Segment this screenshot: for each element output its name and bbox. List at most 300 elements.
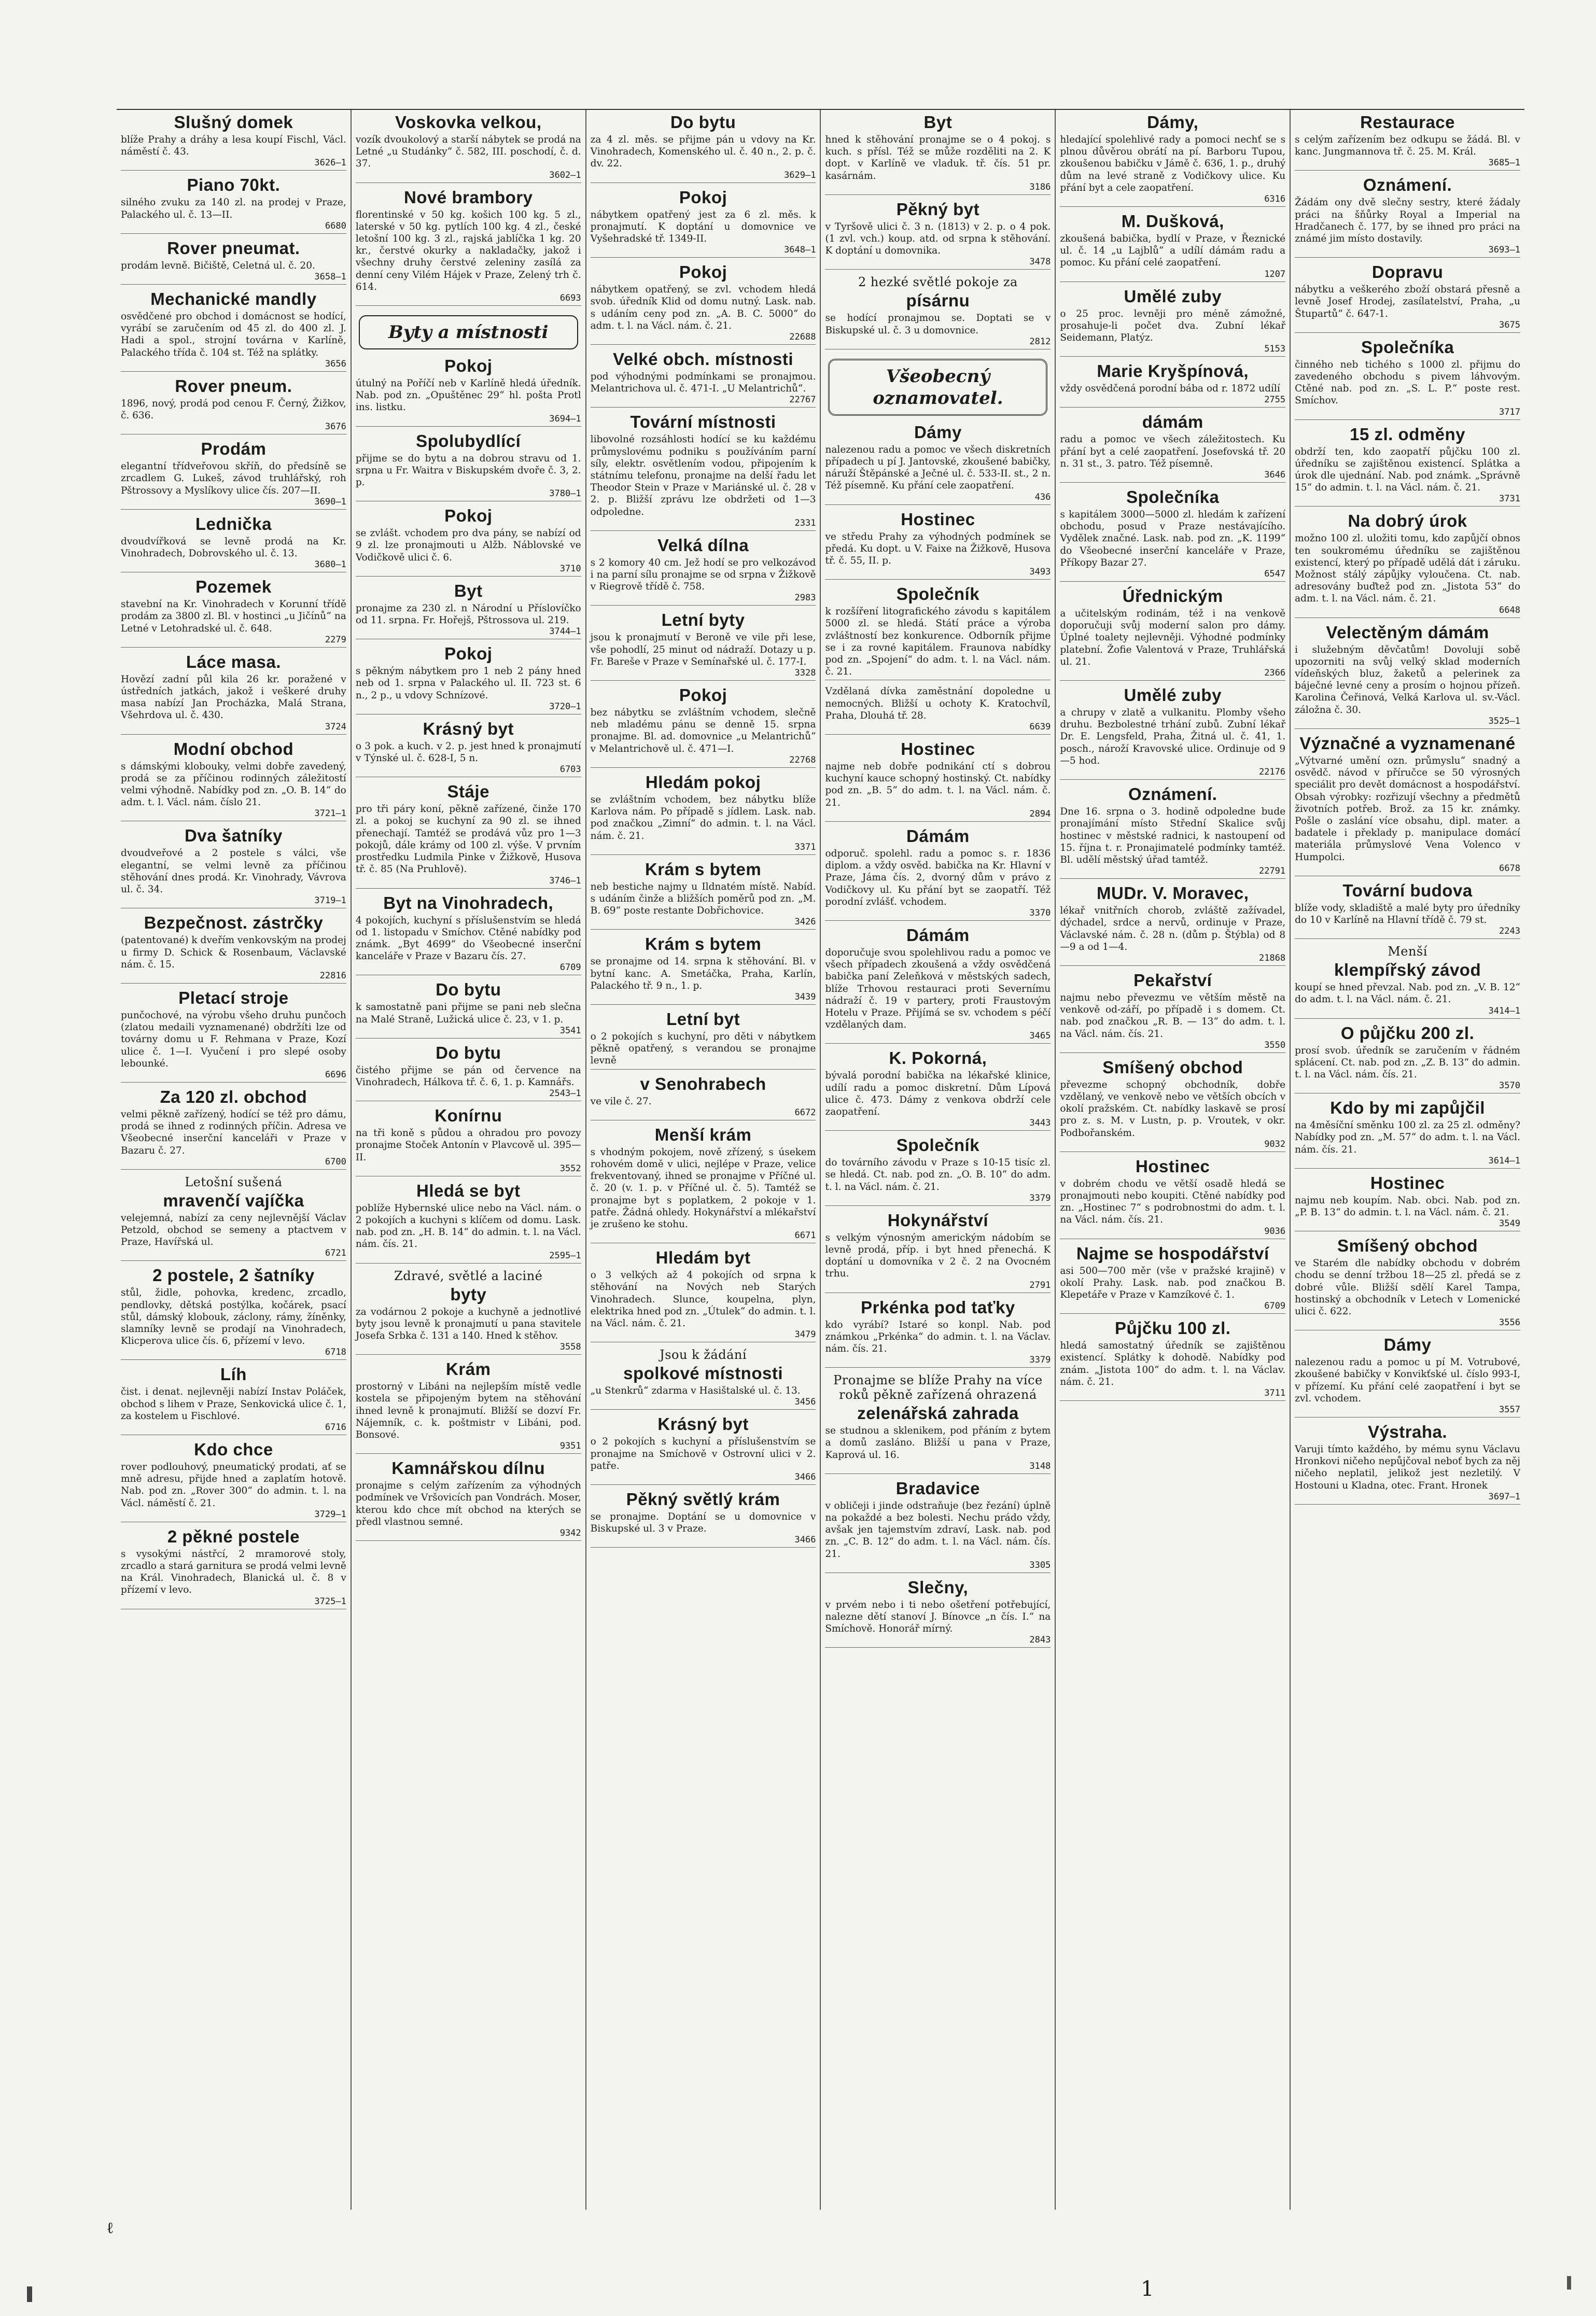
- ad-text: dvoudveřové a 2 postele s válci, vše elegantní, se velmi levně za příčinou stěhování dnes prodá. Kr. Vinohrady, Vávrova ul. č. 34.: [121, 848, 346, 895]
- classified-ad: [1060, 1319, 1285, 1401]
- ad-text: o 2 pokojích s kuchyní, pro děti v nábytkem pěkně opatřený, s verandou se pronajme levně: [590, 1031, 816, 1066]
- ad-text: nábytkem opatřený, se zvl. vchodem hledá svob. úředník Klid od domu nutný. Lask. nab. s udáním ceny pod zn. „A. B. C. 5000“ do adm. t. l. na Václ. nám. č. 21.: [590, 284, 816, 331]
- ad-text: pronajme za 230 zl. n Národní u Příslovíčko od 11. srpna. Fr. Hořejš, Pštrossova ul. 219.: [355, 602, 581, 626]
- ad-text: blíže vody, skladiště a malé byty pro úředníky do 10 v Karlíně na Hlavní třídě č. 79 st.: [1295, 902, 1520, 925]
- classified-ad: [1295, 425, 1520, 507]
- ad-reference-number: 2755: [1264, 395, 1286, 405]
- column-6: [1291, 110, 1524, 2210]
- classified-ad: [1295, 512, 1520, 617]
- ad-text: ve středu Prahy za výhodných podmínek se předá. Ku dopt. u V. Faixe na Žižkově, Husova tř. č. 55, II. p.: [825, 531, 1051, 567]
- ad-text: s 2 komory 40 cm. Jež hodí se pro velkozávod i na parní sílu pronajme se od srpna v Žižkově v Riegrově třídě č. 758.: [590, 557, 816, 593]
- ad-text: „Výtvarné umění ozn. průmyslu“ snadný a osvědč. návod v příručce se 50 výrosných speciálit pro devět domácnost a hospodářství. Obsah výrobky: rozřizují všechny a předmětů životních potřeb. Brož. za 15 kr. známky. Pošle o zaslání více obsahu, dipl. mater. a badatele i překlady p. manipulace domácí materiála průmyslové Vena Volenco v Humpolci.: [1295, 755, 1520, 863]
- ad-heading: K. Pokorná,: [889, 1048, 987, 1068]
- ad-heading: Krám s bytem: [645, 934, 762, 954]
- classified-ad: [1060, 287, 1285, 357]
- ad-heading: Marie Kryšpínová,: [1097, 361, 1249, 381]
- classified-ad: [591, 188, 816, 258]
- ad-text: v dobrém chodu ve větší osadě hledá se pronajmouti nebo koupiti. Ctěné nabídky pod zn. „Hostinec 7“ s podrobnostmi do adm. t. l. na Václ. nám. čís. 21.: [1060, 1178, 1286, 1226]
- ad-text: (patentované) k dveřím venkovským na prodej u firmy D. Schick & Rosenbaum, Václavské nám. č. 15.: [121, 935, 346, 970]
- ad-reference-number: 22768: [789, 754, 816, 765]
- ad-text: do továrního závodu v Praze s 10-15 tisíc zl. se hledá. Ct. nab. pod zn. „O. B. 10“ do adm. t. l. na Václ. nám. č. 21.: [825, 1157, 1051, 1192]
- ad-heading: Hledám byt: [655, 1248, 751, 1268]
- ad-reference-number: 3552: [559, 1163, 581, 1174]
- ad-heading: Úřednickým: [1122, 586, 1223, 606]
- ad-heading: Velectěným dámám: [1326, 622, 1489, 642]
- ad-text: s kapitálem 3000—5000 zl. hledám k zařízení obchodu, posud v Praze nestávajícího. Vydělek značné. Lask. nab. pod zn. „K. 1199“ do Všeobecné inserční kanceláře v Praze, Příkopy Bazar 27.: [1060, 509, 1286, 568]
- ad-heading: Dámy: [1383, 1335, 1432, 1355]
- ad-text: vozík dvoukolový a starší nábytek se prodá na Letné „u Studánky“ č. 582, III. poschodí, č. d. 37.: [355, 134, 581, 170]
- section-banner: Byty a místnosti: [359, 315, 578, 349]
- ad-text: hledá samostatný úředník se zajištěnou existencí. Splátky k dohodě. Nabídky pod znám. „Jistota 100“ do adm. t. l. na Václav. nám. č. 21.: [1060, 1340, 1286, 1387]
- ad-reference-number: 3693—1: [1488, 245, 1520, 256]
- ad-text: v obličeji i jinde odstraňuje (bez řezání) úplně na pokaždé a bez bolesti. Nechu prádo vždy, avšak jen tajemstvím zdraví, Lask. nab. pod zn. „C. B. 12“ do adm. t. l. na Václ. nám. čís. 21.: [825, 1500, 1051, 1560]
- column-3: [586, 110, 821, 2210]
- classified-ad: [591, 611, 816, 681]
- ad-text: se pronajme od 14. srpna k stěhování. Bl. v bytní kanc. A. Smetáčka, Praha, Karlín, Palackého tř. 9 n., 1. p.: [590, 956, 816, 991]
- ad-preheading: Pronajme se blíže Prahy na více roků pěkně zařízená ohrazená: [833, 1373, 1043, 1402]
- ad-reference-number: 3557: [1499, 1404, 1520, 1415]
- ad-reference-number: 6648: [1499, 605, 1520, 615]
- ad-reference-number: 3720—1: [549, 701, 581, 712]
- ad-heading: Oznámení.: [1363, 175, 1452, 195]
- ad-text: najme neb dobře podnikání ctí s dobrou kuchyní kauce schopný hostinský. Ct. nabídky pod zn. „B. 5“ do adm. t. l. na Václ. nám. č. 21.: [825, 761, 1051, 808]
- ad-heading: Kdo by mi zapůjčil: [1330, 1098, 1485, 1118]
- ad-heading: Dopravu: [1371, 262, 1444, 282]
- classified-ad: [121, 515, 346, 572]
- section-banner: Všeobecný oznamovatel.: [828, 359, 1047, 416]
- ad-text: asi 500—700 měr (vše v pražské krajině) v okolí Prahy. Lask. nab. pod značkou B. Klepetáře v Praze v Kamzíkové č. 1.: [1060, 1265, 1286, 1300]
- classified-ad: [591, 1248, 816, 1342]
- classified-ad: [1295, 338, 1520, 420]
- newspaper-page: [117, 109, 1524, 2210]
- ad-reference-number: 6700: [325, 1156, 346, 1167]
- ad-text: hledající spolehlivé rady a pomoci nechť se s plnou důvěrou obrátí na pí. Barboru Tupou, zkoušenou babičku v Jámě č. 636, 1. p., druhý dům na levé straně z Vodičkovy ulice. Ku přání byt a cele zaopatření.: [1060, 134, 1286, 193]
- ad-heading: Pokoj: [679, 187, 727, 207]
- ad-text: nábytku a veškerého zboží obstará přesně a levně Josef Hrodej, zasílatelství, Praha, „u Štupartů“ č. 647-1.: [1295, 284, 1520, 319]
- ad-text: bez nábytku se zvláštním vchodem, slečně neb mladému pánu se denně 15. srpna pronajme. Bl. ad. domovnice „u Melantrichů“ v Melantrichově ul. č. 471—I.: [590, 707, 816, 754]
- ad-heading: Byt na Vinohradech,: [383, 893, 554, 913]
- ad-reference-number: 3186: [1029, 181, 1051, 192]
- classified-ad: [121, 113, 346, 171]
- ad-text: ve vile č. 27.: [590, 1096, 652, 1107]
- edge-mark: [1567, 2276, 1571, 2290]
- ad-heading: Voskovka velkou,: [395, 113, 542, 132]
- classified-ad: [825, 827, 1051, 921]
- ad-reference-number: 3729—1: [314, 1509, 346, 1520]
- ad-text: a učitelským rodinám, též i na venkově doporučuji svůj moderní salon pro dámy. Úplné toalety nejlevněji. Výhodné podmínky platební. Žofie Valentová v Praze, Truhlářská ul. 21.: [1060, 608, 1286, 667]
- ad-text: s celým zařízením bez odkupu se žádá. Bl. v kanc. Jungmannova tř. č. 25. M. Král.: [1295, 134, 1520, 158]
- ad-text: florentinské v 50 kg. košich 100 kg. 5 zl., laterské v 50 kg. pytlích 100 kg. 4 zl., české letošní 100 kg. 3 zl., rajská jablíčka 1 kg. 20 kr., čerstvé okurky a nakladačky, jakož i všechny druhy čerstvé zeleniny zasílá za denní ceny Vilém Hájek v Praze, Zelený trh č. 614.: [355, 209, 581, 292]
- classified-ad: [121, 1266, 346, 1360]
- ad-reference-number: 3614—1: [1488, 1155, 1520, 1166]
- ad-preheading: Letošní sušená: [185, 1174, 283, 1189]
- ad-text: libovolné rozsáhlosti hodící se ku každému průmyslovému podniku s používáním parní síly, elektr. osvětlením vodou, připojením k státnímu telefonu, pronajme na delší řadu let Theodor Stein v Praze v Mariánské ul. č. 28 v 2. p. Bližší zprávu lze obdržeti od 1—3 odpoledne.: [590, 434, 816, 517]
- ad-heading: Pěkný byt: [896, 199, 980, 219]
- ad-heading: Umělé zuby: [1124, 685, 1222, 705]
- ad-heading: Hostinec: [1370, 1173, 1445, 1192]
- ad-text: s vysokými nástřcí, 2 mramorové stoly, zrcadlo a stará garnitura se prodá velmi levně na Král. Vinohradech, Blanická ul. č. 8 v přízemí v levo.: [121, 1548, 346, 1596]
- ad-reference-number: 6672: [794, 1107, 816, 1118]
- ad-text: na 4měsíční směnku 100 zl. za 25 zl. odměny? Nabídky pod zn. „M. 57“ do adm. t. l. na Václ. nám. čís. 21.: [1295, 1120, 1520, 1155]
- ad-heading: Velká dílna: [657, 535, 749, 555]
- ad-reference-number: 3525—1: [1488, 715, 1520, 726]
- ad-reference-number: 22767: [789, 395, 816, 405]
- classified-ad: [356, 782, 581, 888]
- classified-ad: [825, 1373, 1051, 1474]
- ad-reference-number: 3443: [1029, 1118, 1051, 1129]
- ad-text: 4 pokojích, kuchyní s příslušenstvím se hledá od 1. listopadu v Smíchov. Ctěné nabídky pod známk. „Byt 4699“ do Všeobecné inserční kanceláře v Praze v Bazaru čís. 27.: [355, 915, 581, 962]
- classified-ad: [825, 1049, 1051, 1131]
- ad-heading: Půjčku 100 zl.: [1115, 1318, 1231, 1338]
- classified-ad: [1060, 587, 1285, 681]
- ad-heading: Do bytu: [436, 1043, 501, 1062]
- classified-ad: [591, 1126, 816, 1243]
- classified-ad: [591, 1010, 816, 1070]
- ad-reference-number: 3550: [1264, 1040, 1286, 1050]
- ad-text: Hovězí zadní půl kila 26 kr. poražené v ústředních jatkách, jakož i veškeré druhy masa nabízí Jan Procházka, Malá Strana, Všehrdova ul. č. 430.: [121, 673, 346, 721]
- classified-ad: [121, 653, 346, 735]
- ad-text: obdrží ten, kdo zaopatří půjčku 100 zl. úředníku se zajištěnou existencí. Splátka a úrok dle ujednání. Nab. pod známk. „Správně 15“ do admin. t. l. na Václ. nám. č. 21.: [1295, 446, 1520, 494]
- ad-text: odporuč. spolehl. radu a pomoc s. r. 1836 diplom. a vždy osvěd. babička na Kr. Hlavní v Praze, Jáma čís. 2, dvorný dům v právo z Vodičkovy ul. Ku přání byt se zaopatří. Též porodní zvlášť. vchodem.: [825, 848, 1051, 907]
- ad-text: stůl, židle, pohovka, kredenc, zrcadlo, pendlovky, dětská postýlka, kočárek, psací stůl, dámský klobouk, záclony, rámy, žíněnky, slamníky levně se prodají na Vinohradech, Klicperova ulice čís. 6, přízemí v levo.: [121, 1287, 346, 1347]
- ad-text: o 2 pokojích s kuchyní a příslušenstvím se pronajme na Smíchově v Ostrovní ulici v 2. patře.: [590, 1436, 816, 1471]
- ad-text: pod výhodnými podmínkami se pronajmou. Melantrichova ul. č. 471-I. „U Melantrichů“.: [590, 371, 816, 395]
- classified-ad: [356, 894, 581, 976]
- classified-ad: [825, 1298, 1051, 1368]
- ad-heading: Mechanické mandly: [150, 289, 317, 309]
- ad-reference-number: 3724: [325, 721, 346, 732]
- classified-ad: [591, 860, 816, 930]
- ad-reference-number: 6316: [1264, 194, 1286, 205]
- margin-mark: ℓ: [106, 2219, 114, 2237]
- ad-reference-number: 6709: [559, 962, 581, 973]
- classified-ad: [1295, 734, 1520, 876]
- ad-reference-number: 6693: [559, 293, 581, 304]
- ad-reference-number: 22176: [1258, 767, 1286, 778]
- ad-heading: zelenářská zahrada: [857, 1403, 1019, 1423]
- ad-heading: Stáje: [447, 782, 489, 802]
- ad-heading: mravenčí vajíčka: [163, 1190, 304, 1210]
- ad-heading: Hledá se byt: [416, 1181, 521, 1200]
- ad-reference-number: 3725—1: [314, 1596, 346, 1607]
- classified-ad: [1295, 176, 1520, 258]
- ad-heading: Krám: [446, 1359, 491, 1379]
- ad-heading: Oznámení.: [1128, 784, 1217, 804]
- ad-heading: Krásný byt: [423, 719, 514, 738]
- classified-ad: [1295, 881, 1520, 939]
- classified-ad: [825, 1136, 1051, 1206]
- classified-ad: [356, 582, 581, 639]
- classified-ad: [1060, 1157, 1285, 1239]
- classified-ad: [591, 263, 816, 345]
- classified-ad: [1060, 971, 1285, 1053]
- ad-reference-number: 3711: [1264, 1387, 1286, 1398]
- ad-reference-number: 3371: [794, 841, 816, 852]
- ad-text: se pronajme. Doptání se u domovnice v Biskupské ul. 3 v Praze.: [590, 1511, 816, 1535]
- classified-ad: [591, 536, 816, 606]
- ad-reference-number: 3570: [1499, 1080, 1520, 1091]
- ad-heading: Bradavice: [895, 1478, 981, 1498]
- classified-ad: [591, 413, 816, 530]
- ad-preheading: Menší: [1388, 944, 1427, 959]
- ad-text: blíže Prahy a dráhy a lesa koupí Fischl, Václ. náměstí č. 43.: [121, 134, 346, 158]
- ad-reference-number: 5153: [1264, 344, 1286, 355]
- ad-text: ve Starém dle nabídky obchodu v dobrém chodu se denní tržbou 18—25 zl. předá se z dobré vůle. Bližší sdělí Karel Tampa, hostinský a obchodník v Letech v Lomenické ulici č. 622.: [1295, 1258, 1520, 1317]
- ad-reference-number: 3697—1: [1488, 1491, 1520, 1502]
- ad-reference-number: 3456: [794, 1397, 816, 1408]
- classified-ad: [1060, 884, 1285, 966]
- ad-heading: Hostinec: [1136, 1156, 1210, 1176]
- classified-ad: [591, 1348, 816, 1410]
- ad-heading: Slušný domek: [174, 113, 293, 132]
- classified-ad: [121, 989, 346, 1083]
- ad-heading: 2 pěkné postele: [167, 1526, 300, 1546]
- classified-ad: [591, 1075, 816, 1120]
- ad-heading: 2 postele, 2 šatníky: [152, 1266, 315, 1285]
- classified-ad: [121, 239, 346, 285]
- ad-heading: Společníka: [1361, 337, 1454, 357]
- ad-heading: Láce masa.: [186, 652, 281, 671]
- ad-text: Dne 16. srpna o 3. hodině odpoledne bude pronajímání místo Střední Skalice svůj hostinec v městské radnici, k nastoupení od 15. října t. r. Pronajimatelé podmínky tamtéž. Bl. udělí městský úřad tamtéž.: [1060, 806, 1286, 865]
- ad-heading: Rover pneum.: [175, 376, 292, 396]
- ad-text: vždy osvědčená porodní bába od r. 1872 udílí: [1060, 383, 1280, 395]
- classified-ad: [121, 440, 346, 510]
- column-5: [1056, 110, 1291, 2210]
- ad-preheading: Zdravé, světlé a laciné: [394, 1268, 543, 1283]
- ad-reference-number: 2894: [1029, 808, 1051, 819]
- classified-ad: [356, 432, 581, 502]
- classified-ad: [356, 980, 581, 1038]
- ad-reference-number: 2543—1: [549, 1088, 581, 1099]
- ad-reference-number: 3656: [325, 358, 346, 369]
- ad-heading: Bezpečnost. zástrčky: [144, 913, 324, 933]
- ad-reference-number: 1207: [1264, 269, 1286, 279]
- ad-heading: Nové brambory: [403, 187, 533, 207]
- ad-heading: Lednička: [195, 514, 272, 534]
- ad-heading: Velké obch. místnosti: [613, 349, 794, 369]
- ad-reference-number: 3648—1: [784, 245, 816, 256]
- ad-text: zkoušená babička, bydlí v Praze, v Řeznické ul. č. 14 „u Lajblů“ a udílí dámám radu a pomoc. Ku přání celé zaopatření.: [1060, 233, 1286, 269]
- classified-ad: [1295, 944, 1520, 1018]
- ad-heading: Pokoj: [679, 685, 727, 705]
- ad-heading: 15 zl. odměny: [1350, 424, 1465, 444]
- classified-ad: [121, 1440, 346, 1522]
- classified-ad: [121, 1527, 346, 1609]
- classified-ad: [1295, 1423, 1520, 1505]
- ad-text: s velkým výnosným americkým nádobím se levně prodá, příp. i byt hned přenechá. K doptání u domovníka v 2 č. 2 na Ovocném trhu.: [825, 1232, 1051, 1280]
- ad-reference-number: 3676: [325, 422, 346, 432]
- ad-reference-number: 6718: [325, 1347, 346, 1358]
- ad-heading: Tovární místnosti: [630, 412, 776, 432]
- ad-heading: Pokoj: [679, 262, 727, 282]
- ad-text: najmu nebo převezmu ve větším městě na venkově od-září, po případě i s domem. Ct. nab. pod značkou „R. B. — 13“ do adm. t. l. na Václ. nám. čís. 21.: [1060, 992, 1286, 1040]
- ad-text: elegantní třídveřovou skříň, do předsíně se zrcadlem G. Lukeš, závod truhlářský, roh Pštrossovy a Myslíkovy ulice čís. 207—II.: [121, 461, 346, 496]
- ad-reference-number: 436: [1034, 492, 1051, 502]
- ad-heading: Smíšený obchod: [1102, 1057, 1243, 1077]
- ad-heading: Byt: [454, 581, 483, 600]
- ad-text: bývalá porodní babička na lékařské klinice, udílí radu a pomoc diskretní. Dům Lípová ulice č. 473. Dámy z venkova obdrží cele zaopatření.: [825, 1070, 1051, 1117]
- ad-reference-number: 3478: [1029, 257, 1051, 268]
- ad-text: útulný na Poříčí neb v Karlíně hledá úředník. Nab. pod zn. „Opuštěnec 29“ hl. pošta Protl ins. listku.: [355, 378, 581, 413]
- classified-ad: [121, 290, 346, 372]
- classified-ad: [356, 644, 581, 714]
- ad-text: činného neb tichého s 1000 zl. přijmu do zavedeného obchodu s pivem láhvovým. Ctěné nab. pod zn. „S. L. P.“ poste rest. Smíchov.: [1295, 359, 1520, 406]
- ad-reference-number: 2812: [1029, 336, 1051, 347]
- ad-reference-number: 3646: [1264, 470, 1286, 481]
- ad-heading: dámám: [1142, 412, 1203, 432]
- ad-heading: Společníka: [1126, 487, 1220, 507]
- classified-ad: [825, 926, 1051, 1044]
- classified-ad: [121, 1175, 346, 1261]
- ad-text: převezme schopný obchodník, dobře vzdělaný, ve venkově nebo ve větších obcích v okolí pražském. Ct. nabídky laskavě se prosí pro z. s. M. v Lustn, p. p. Vroutek, v okr. Podbořanském.: [1060, 1079, 1286, 1139]
- ad-heading: Pokoj: [444, 644, 493, 664]
- ad-reference-number: 6709: [1264, 1301, 1286, 1312]
- classified-ad: [1295, 1336, 1520, 1417]
- ad-reference-number: 21868: [1258, 952, 1286, 963]
- ad-reference-number: 3426: [794, 917, 816, 928]
- ad-text: nábytkem opatřený jest za 6 zl. měs. k pronajmutí. K doptání u domovnice ve Vyšehradské tř. 1349-II.: [590, 209, 816, 245]
- ad-text: s pěkným nábytkem pro 1 neb 2 pány hned neb od 1. srpna v Palackého ul. II. 723 st. 6 n., 2 p., u vdovy Schnízové.: [355, 666, 581, 701]
- ad-reference-number: 9032: [1264, 1139, 1286, 1149]
- ad-reference-number: 22688: [789, 332, 816, 343]
- ad-reference-number: 3465: [1029, 1031, 1051, 1042]
- ad-reference-number: 22791: [1258, 866, 1286, 877]
- ad-heading: Za 120 zl. obchod: [160, 1087, 307, 1106]
- ad-text: pro tři páry koní, pěkně zařízené, činže 170 zl. a pokoj se kuchyní za 90 zl. se ihned přenechají. Tamtéž se prodává vůz pro 1—3 pokojů, dále krámy od 100 zl. výše. V prvním prostředku Ludmila Pinke v Žižkově, Husova tř. č. 85 (Na Pruhlově).: [355, 804, 581, 875]
- column-2: [352, 110, 586, 2210]
- classified-ad: [121, 740, 346, 822]
- ad-heading: Pozemek: [195, 577, 272, 597]
- ad-preheading: 2 hezké světlé pokoje za: [858, 275, 1018, 290]
- ad-heading: Slečny,: [907, 1577, 969, 1597]
- ad-text: poblíže Hybernské ulice nebo na Václ. nám. o 2 pokojích a kuchyni s klíčem od domu. Lask. nab. pod zn. „H. B. 14“ do admin. t. l. na Václ. nám. čís. 21.: [355, 1202, 581, 1250]
- ad-text: i služebným děvčatům! Dovoluji sobě upozorniti na svůj velký sklad moderních vídeňských bluz, žaketů a pelerinek za báječné levné ceny a prosím o hojnou přízeň. Karolina Čeřinová, Velká Karlova ul. sv.-Václ. záložna č. 30.: [1295, 644, 1520, 715]
- classified-ad: [591, 935, 816, 1005]
- classified-ad: [356, 357, 581, 427]
- ad-text: v prvém nebo i ti nebo ošetření potřebující, nalezne dětí stanoví J. Bínovce „n čís. I.“ na Smíchově. Honorář mírný.: [825, 1599, 1051, 1635]
- ad-reference-number: 3493: [1029, 567, 1051, 578]
- classified-ad: [1060, 362, 1285, 408]
- ad-text: nalezenou radu a pomoc u pí M. Votrubové, zkoušené babičky v Konvikťské ul. číslo 993-I, v přízemí. Ku přání celé zaopatření i byt se zvl. vchodem.: [1295, 1357, 1520, 1404]
- classified-ad: [356, 720, 581, 777]
- classified-ad: [356, 507, 581, 577]
- ad-reference-number: 3379: [1029, 1192, 1051, 1203]
- ad-heading: Pekařství: [1133, 970, 1212, 990]
- classified-ad: [1060, 113, 1285, 207]
- ad-heading: Dámám: [906, 925, 970, 945]
- ad-heading: Do bytu: [670, 113, 736, 132]
- ad-heading: Pokoj: [444, 506, 493, 526]
- ad-heading: Umělé zuby: [1124, 286, 1222, 306]
- ad-reference-number: 3719—1: [314, 895, 346, 906]
- ad-text: za 4 zl. měs. se přijme pán u vdovy na Kr. Vinohradech, Komenského ul. č. 40 n., 2. p. č. dv. 22.: [590, 134, 816, 170]
- ad-reference-number: 3556: [1499, 1317, 1520, 1328]
- ad-reference-number: 6639: [1029, 722, 1051, 733]
- ad-reference-number: 3558: [559, 1342, 581, 1353]
- ad-text: prostorný v Libáni na nejlepším místě vedle kostela se připojeným bytem na stěhování ihned levně k pronajmutí. Bližší se dozví Fr. Nájemník, c. k. poštmistr v Libáni, pod. Bonsové.: [355, 1381, 581, 1440]
- ad-reference-number: 2843: [1029, 1635, 1051, 1646]
- ad-heading: spolkové místnosti: [623, 1364, 783, 1383]
- classified-ad: [356, 1182, 581, 1264]
- classified-ad: [825, 423, 1051, 505]
- ad-heading: Najme se hospodářství: [1076, 1243, 1269, 1263]
- classified-ad: [825, 275, 1051, 349]
- ad-heading: Letní byty: [661, 610, 745, 630]
- ad-reference-number: 9351: [559, 1441, 581, 1452]
- column-1: [117, 110, 352, 2210]
- ad-text: „u Stenkrů“ zdarma v Hasištalské ul. č. 13.: [590, 1385, 801, 1397]
- ad-reference-number: 6680: [325, 220, 346, 231]
- ad-text: přijme se do bytu a na dobrou stravu od 1. srpna u Fr. Waitra v Biskupském dvoře č. 3, 2. p.: [355, 453, 581, 488]
- ad-text: punčochové, na výrobu všeho druhu punčoch (zlatou medaili vyznamenané) obdržíti lze od továrny domu u F. Rehmana v Praze, Kozí ulice č. 1—I. Vyučení i pro slepé osoby lebounké.: [121, 1009, 346, 1069]
- ad-text: o 3 pok. a kuch. v 2. p. jest hned k pronajmutí v Týnské ul. č. 628-I, 5 n.: [355, 740, 581, 764]
- ad-text: doporučuje svou spolehlivou radu a pomoc ve všech případech zkoušená a vždy osvědčená babička paní Zeleňková v městských sadech, blíže Trhovou restauraci proti Severnímu nádraží č. 19 v partery, proti Fraustovým Hotelu v Praze. Přijímá se sv. vchodem s péčí vzdělaných dam.: [825, 947, 1051, 1031]
- classified-ad: [1295, 623, 1520, 729]
- ad-reference-number: 2366: [1264, 668, 1286, 679]
- ad-heading: Společník: [896, 584, 980, 604]
- ad-reference-number: 3305: [1029, 1560, 1051, 1570]
- ad-text: kdo vyrábí? Istaré so konpl. Nab. pod známkou „Prkénka“ do admin. t. l. na Václav. nám. čís. 21.: [825, 1319, 1051, 1354]
- ad-text: radu a pomoc ve všech záležitostech. Ku přání byt a celé zaopatření. Josefovská tř. 20 n. 31 st., 3. patro. Též písemně.: [1060, 434, 1286, 469]
- ad-heading: Dámy: [914, 422, 962, 442]
- classified-ad: [1060, 686, 1285, 780]
- ad-reference-number: 6547: [1264, 569, 1286, 580]
- ad-heading: Pěkný světlý krám: [626, 1489, 780, 1509]
- ad-text: stavební na Kr. Vinohradech v Korunní třídě prodám za 3800 zl. Bl. v hostinci „u Jičínů“ na Letné v Letohradské ul. č. 648.: [121, 599, 346, 634]
- classified-ad: [591, 350, 816, 408]
- ad-reference-number: 2243: [1499, 926, 1520, 937]
- classified-ad: [591, 1490, 816, 1548]
- classified-ad: [825, 200, 1051, 270]
- ad-heading: Líh: [220, 1365, 247, 1384]
- ad-text: neb bestiche najmy u Ildnatém místě. Nabíd. s udáním činže a bližších poměrů pod zn. „M. B. 69“ poste restante Dobřichovice.: [590, 881, 816, 917]
- ad-heading: Výstraha.: [1368, 1422, 1448, 1441]
- classified-ad: [1295, 1174, 1520, 1231]
- classified-ad: [591, 1415, 816, 1485]
- classified-ad: [121, 826, 346, 908]
- ad-heading: Do bytu: [436, 980, 501, 1000]
- ad-text: nalezenou radu a pomoc ve všech diskretních případech u pí J. Jantovské, zkoušené babičky, náruží Štěpánské a Ječné ul. č. 533-II. st., 2 n. Též písemně. Ku přání cele zaopatření.: [825, 444, 1051, 492]
- ad-text: o 25 proc. levněji pro méně zámožné, prosahuje-li počet dva. Zubní lékař Seidemann, Platýz.: [1060, 308, 1286, 344]
- classified-ad: [1060, 413, 1285, 483]
- classified-ad: [121, 377, 346, 434]
- ad-reference-number: 3439: [794, 991, 816, 1002]
- ad-text: s dámskými klobouky, velmi dobře zavedený, prodá se za příčinou rodinných záležitostí velmi výhodně. Nabídky pod zn. „O. B. 14“ do adm. t. l. Václ. nám. číslo 21.: [121, 761, 346, 808]
- ad-reference-number: 3626—1: [314, 158, 346, 169]
- ad-reference-number: 3328: [794, 668, 816, 679]
- ad-text: se zvláštním vchodem, bez nábytku blíže Karlova nám. Po případě s jídlem. Lask. nab. pod značkou „Zimní“ do admin. t. l. na Václ. nám. č. 21.: [590, 794, 816, 841]
- ad-reference-number: 2279: [325, 634, 346, 645]
- classified-ad: [825, 740, 1051, 822]
- ad-reference-number: 3541: [559, 1025, 581, 1036]
- ad-text: rover podlouhový, pneumatický prodati, ať se mně adresu, přijde hned a zaplatím hotově. Nab. pod zn. „Rover 300“ do admin. t. l. na Václ. náměstí č. 21.: [121, 1461, 346, 1509]
- classified-ad: [1295, 113, 1520, 171]
- ad-heading: Prkénka pod taťky: [861, 1297, 1015, 1317]
- ad-text: najmu neb koupím. Nab. obci. Nab. pod zn. „P. B. 13“ do admin. t. l. na Václ. nám. č. 21.: [1295, 1195, 1520, 1218]
- classified-ad: [1060, 1058, 1285, 1152]
- ad-heading: Kdo chce: [194, 1439, 273, 1459]
- classified-ad: [121, 176, 346, 233]
- classified-ad: [356, 1269, 581, 1355]
- ad-text: lékař vnitřních chorob, zvláště zažívadel, dýchadel, srdce a nervů, ordinuje v Praze, Václavské nám. č. 28 n. (dům p. Štýbla) od 8—9 a od 1—4.: [1060, 905, 1286, 952]
- ad-reference-number: 6678: [1499, 863, 1520, 874]
- classified-ad: [356, 113, 581, 183]
- ad-reference-number: 3148: [1029, 1461, 1051, 1471]
- classified-ad: [825, 510, 1051, 580]
- ad-heading: Piano 70kt.: [187, 175, 281, 195]
- ad-text: čistého přijme se pán od července na Vinohradech, Hálkova tř. č. 6, 1. p. Kamnářs.: [355, 1064, 581, 1088]
- ad-reference-number: 3414—1: [1488, 1005, 1520, 1016]
